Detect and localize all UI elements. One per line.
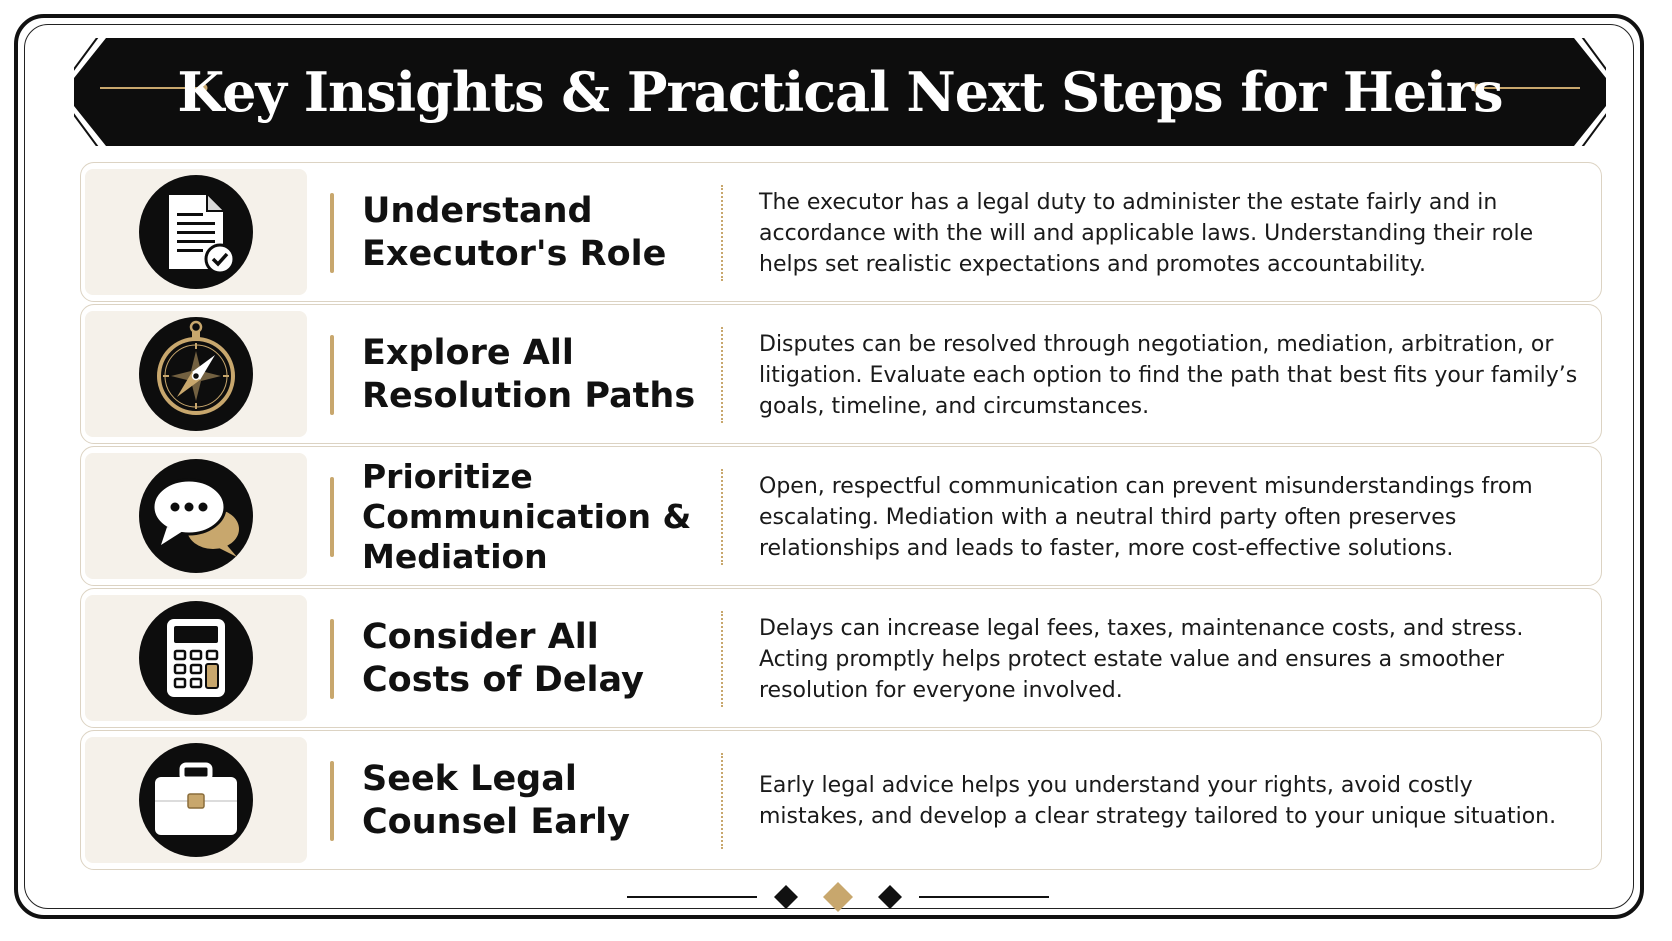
speech-bubbles-icon [139,459,253,573]
gold-accent-bar [330,477,334,557]
step-row-executor-role [80,162,1602,302]
step-description [759,589,1579,729]
icon-circle [139,601,253,715]
step-row-communication [80,446,1602,586]
gold-accent-bar [330,619,334,699]
bottom-ornament [620,880,1060,920]
dotted-divider [721,185,723,281]
step-title-line: Prioritize [362,457,533,496]
title-banner [74,38,1606,146]
step-description-text: The executor has a legal duty to administer the estate fairly and in accordance with the will and applicable laws. Understanding their role helps set realistic expectations and promotes accountability. [759,189,1534,277]
dotted-divider [721,611,723,707]
step-description-text: Disputes can be resolved through negotiation, mediation, arbitration, or litigation. Evaluate each option to find the path that best fits your family’s goals, timeline, and circumstances. [759,331,1578,419]
gold-accent-bar [330,335,334,415]
icon-circle [139,743,253,857]
step-title [362,589,702,729]
step-row-legal-counsel [80,730,1602,870]
gold-accent-bar [330,761,334,841]
step-description-text: Open, respectful communication can prevent misunderstandings from escalating. Mediation with a neutral third party often preserves relationships and leads to faster, more cost-effective solutions. [759,473,1533,561]
step-description [759,163,1579,303]
step-description-text: Delays can increase legal fees, taxes, maintenance costs, and stress. Acting promptly helps protect estate value and ensures a smoother resolution for everyone involved. [759,615,1524,703]
step-title-line: Mediation [362,537,548,576]
icon-panel [85,737,307,863]
calculator-icon [139,601,253,715]
step-description [759,731,1579,871]
step-row-resolution-paths [80,304,1602,444]
step-description [759,447,1579,587]
icon-circle [139,175,253,289]
step-title-line: Communication & [362,497,692,536]
step-description [759,305,1579,445]
step-title-line: Seek Legal [362,759,577,799]
step-title-line: Costs of Delay [362,660,644,700]
document-check-icon [139,175,253,289]
step-title [362,731,702,871]
page-title: Key Insights & Practical Next Steps for Heirs [177,60,1503,124]
compass-icon [139,317,253,431]
step-title-line: Understand [362,191,593,231]
icon-circle [139,317,253,431]
icon-circle [139,459,253,573]
dotted-divider [721,753,723,849]
icon-panel [85,595,307,721]
step-title-line: Counsel Early [362,802,630,842]
step-row-costs-of-delay [80,588,1602,728]
icon-panel [85,169,307,295]
step-title-line: Consider All [362,617,599,657]
step-title [362,447,702,587]
step-title-line: Explore All [362,333,574,373]
gold-accent-bar [330,193,334,273]
step-description-text: Early legal advice helps you understand your rights, avoid costly mistakes, and develop a clear strategy tailored to your unique situation. [759,773,1557,829]
dotted-divider [721,469,723,565]
briefcase-icon [139,743,253,857]
step-title-line: Resolution Paths [362,376,696,416]
step-title [362,305,702,445]
icon-panel [85,311,307,437]
step-title-line: Executor's Role [362,234,667,274]
dotted-divider [721,327,723,423]
icon-panel [85,453,307,579]
step-title [362,163,702,303]
